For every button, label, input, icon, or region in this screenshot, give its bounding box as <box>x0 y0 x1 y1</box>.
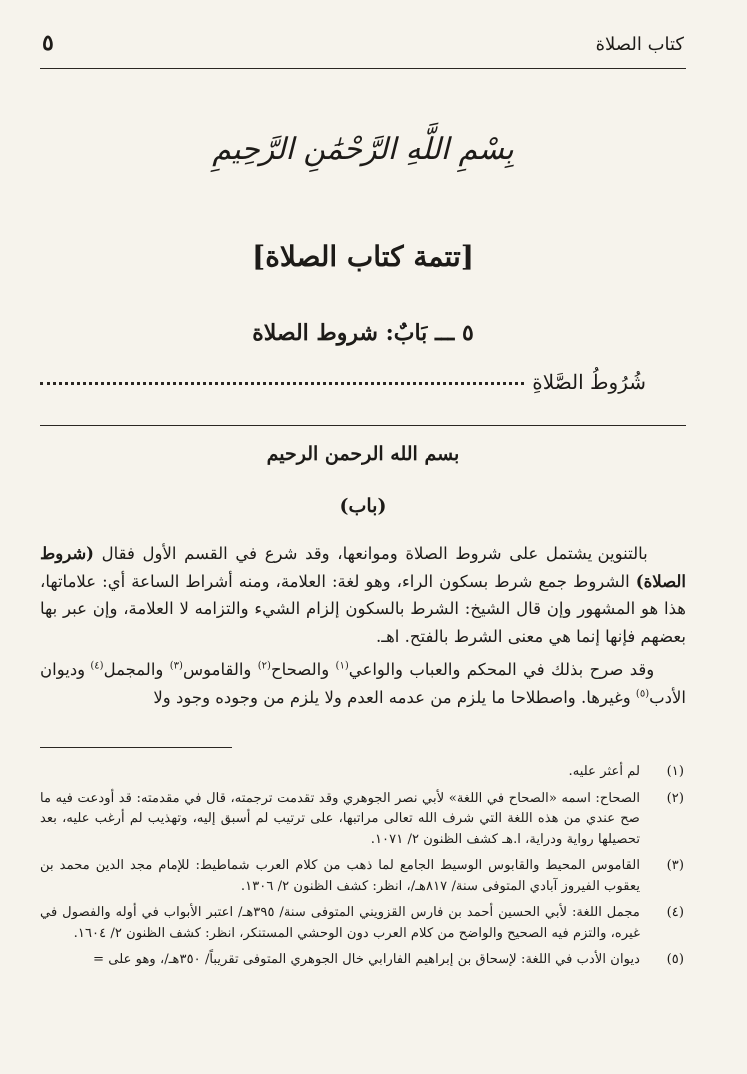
page <box>40 0 686 1074</box>
bab-heading: (باب) <box>339 495 387 517</box>
page-number: ٥ <box>42 30 54 56</box>
paragraph <box>40 540 686 650</box>
text-run: والقاموس <box>182 660 258 679</box>
matn-line <box>40 370 686 400</box>
matn-text: شُرُوطُ الصَّلاةِ <box>526 370 646 394</box>
text-run: وغيرها. واصطلاحا ما يلزم من عدمه العدم ولا يلزم من وجوده وجود ولا <box>153 687 636 707</box>
footnote <box>40 789 686 851</box>
footnote <box>40 856 686 897</box>
commentary-basmala: بسم الله الرحمن الرحيم <box>266 443 460 465</box>
footnote-number: (١) <box>666 764 684 779</box>
footnote-separator <box>40 747 232 748</box>
footnote-ref: (٣) <box>169 660 183 672</box>
footnote-ref: (٢) <box>257 660 271 672</box>
text-run: وقد صرح بذلك في المحكم والعباب والواعي <box>348 660 655 679</box>
footnote-number: (٢) <box>666 790 684 806</box>
footnote-ref: (١) <box>335 660 349 672</box>
footnotes <box>40 762 686 977</box>
footnote-text: القاموس المحيط والقابوس الوسيط الجامع لما ذهب من كلام العرب شماطيط: للإمام مجد الدين محمد بن يعقوب الفيروز آبادي المتوفى سنة/ ٨١٧هـ/، انظر: كشف الظنون ٢/ ١٣٠٦. <box>40 858 640 894</box>
chapter-title: ٥ ـــ بَابٌ: شروط الصلاة <box>252 320 474 346</box>
running-title: كتاب الصلاة <box>595 34 684 55</box>
footnote <box>40 950 686 971</box>
footnote-number: (٥) <box>666 952 684 967</box>
text-run: والصحاح <box>270 660 336 679</box>
text-run: الشروط جمع شرط بسكون الراء، وهو لغة: العلامة، ومنه أشراط الساعة أي: علاماتها، هذا هو المشهور وإن قال الشيخ: الشرط بالسكون إلزام الشيء والتزامه لا العلامة، وإن عبر بها بعضهم فإنها إنما هي معنى الشرط بالفتح. اهـ. <box>40 571 686 646</box>
page-header <box>40 28 686 69</box>
footnote-ref: (٥) <box>635 688 650 699</box>
dotted-leader <box>40 382 536 385</box>
basmala-calligraphy: بِسْمِ اللَّهِ الرَّحْمَٰنِ الرَّحِيمِ <box>212 132 514 167</box>
text-run: وديوان الأدب <box>40 660 686 707</box>
paragraph <box>40 656 686 711</box>
footnote-text: ديوان الأدب في اللغة: لإسحاق بن إبراهيم الفارابي خال الجوهري المتوفى تقريباً/ ٣٥٠هـ/، وهو على = <box>93 952 640 967</box>
footnote-text: الصحاح: اسمه «الصحاح في اللغة» لأبي نصر الجوهري وقد تقدمت ترجمته، قال في مقدمته: قد أودعت فيه ما صح عندي من هذه اللغة التي شرف الله تعالى مراتبها، على ترتيب لم أسبق إليه، وتهذيب لم أرغب عليه، بعد تحصيلها رواية ودراية، ا.هـ كشف الظنون ٢/ ١٠٧١. <box>40 790 640 847</box>
commentary-body <box>40 540 686 711</box>
footnote-number: (٣) <box>666 858 684 873</box>
footnote-ref: (٤) <box>90 660 104 672</box>
text-run: بالتنوين يشتمل على شروط الصلاة وموانعها، وقد شرع في القسم الأول فقال <box>93 544 648 563</box>
footnote-text: لم أعثر عليه. <box>568 764 640 779</box>
matn-separator <box>40 425 686 426</box>
book-title: [تتمة كتاب الصلاة] <box>251 240 475 273</box>
footnote <box>40 903 686 944</box>
text-run: والمجمل <box>103 660 170 679</box>
bold-term: (شروط الصلاة) <box>40 544 686 591</box>
footnote <box>40 762 686 783</box>
footnote-number: (٤) <box>666 905 684 920</box>
footnote-text: مجمل اللغة: لأبي الحسين أحمد بن فارس القزويني المتوفى سنة/ ٣٩٥هـ/ اعتبر الأبواب في أوله والفصول في غيره، والتزم فيه الصحيح والواضح من كلام العرب دون الوحشي المستنكر، انظر: كشف الظنون ٢/ ١٦٠٤. <box>40 905 640 941</box>
